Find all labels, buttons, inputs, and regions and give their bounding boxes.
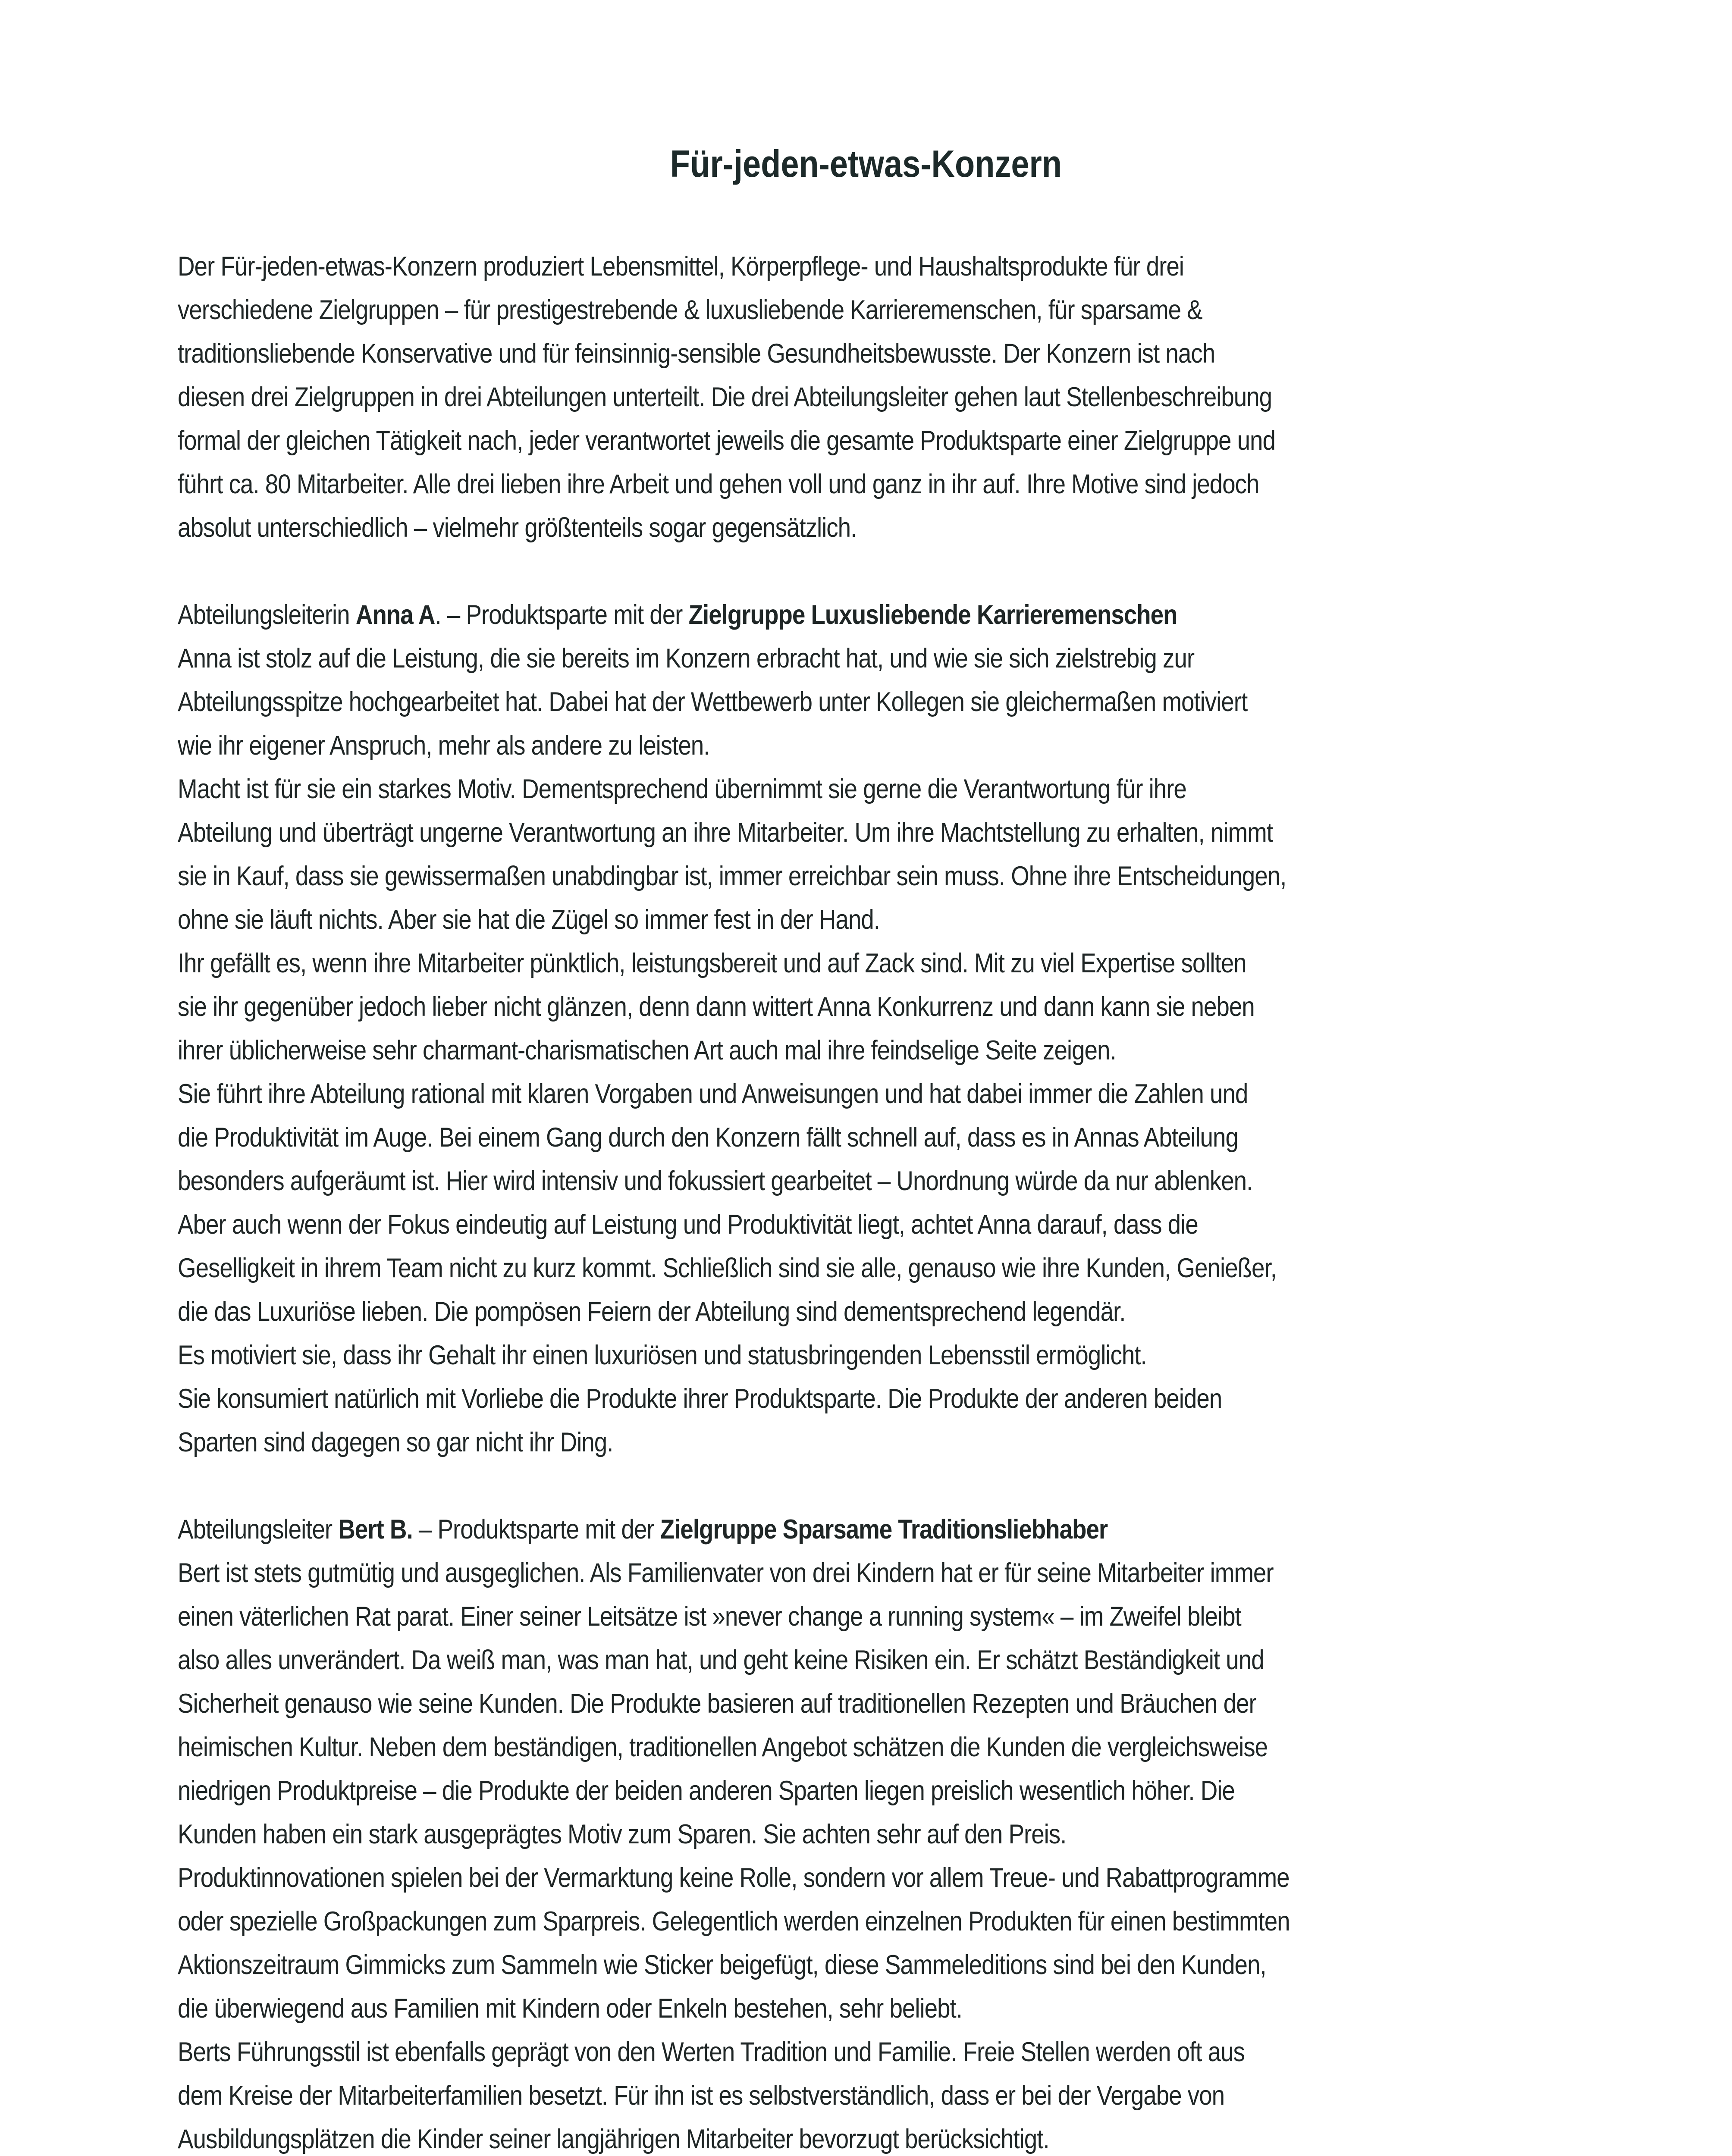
anna-line: Ihr gefällt es, wenn ihre Mitarbeiter pünktlich, leistungsbereit und auf Zack sind. Mit zu viel Expertise sollten (178, 948, 1246, 978)
anna-line: ohne sie läuft nichts. Aber sie hat die Zügel so immer fest in der Hand. (178, 905, 880, 935)
page-title: Für-jeden-etwas-Konzern (670, 142, 1062, 185)
anna-line: wie ihr eigener Anspruch, mehr als andere zu leisten. (178, 730, 710, 761)
anna-name: Anna A (355, 600, 435, 630)
anna-heading-middle: . – Produktsparte mit der (435, 600, 689, 630)
body-text (178, 245, 1484, 2156)
intro-line: absolut unterschiedlich – vielmehr größtenteils sogar gegensätzlich. (178, 513, 857, 543)
anna-heading-prefix: Abteilungsleiterin (178, 600, 356, 630)
paragraph-gap (178, 550, 1484, 593)
bert-heading-prefix: Abteilungsleiter (178, 1514, 339, 1545)
bert-heading-middle: – Produktsparte mit der (412, 1514, 660, 1545)
bert-heading (178, 1508, 1484, 1551)
intro-paragraph (178, 245, 1484, 550)
intro-line: führt ca. 80 Mitarbeiter. Alle drei lieben ihre Arbeit und gehen voll und ganz in ihr auf. Ihre Motive sind jedoch (178, 469, 1259, 499)
bert-line: Aktionszeitraum Gimmicks zum Sammeln wie Sticker beigefügt, diese Sammeleditions sind bei den Kunden, (178, 1950, 1266, 1980)
paragraph-gap (178, 1464, 1484, 1508)
anna-line: die Produktivität im Auge. Bei einem Gang durch den Konzern fällt schnell auf, dass es in Annas Abteilung (178, 1122, 1238, 1153)
anna-line: Aber auch wenn der Fokus eindeutig auf Leistung und Produktivität liegt, achtet Anna darauf, dass die (178, 1210, 1198, 1240)
bert-target-group: Zielgruppe Sparsame Traditionsliebhaber (660, 1514, 1108, 1545)
anna-section (178, 593, 1484, 1464)
bert-line: Produktinnovationen spielen bei der Vermarktung keine Rolle, sondern vor allem Treue- und Rabattprogramme (178, 1863, 1290, 1893)
anna-line: ihrer üblicherweise sehr charmant-charismatischen Art auch mal ihre feindselige Seite zeigen. (178, 1035, 1116, 1065)
bert-line: Sicherheit genauso wie seine Kunden. Die Produkte basieren auf traditionellen Rezepten und Bräuchen der (178, 1689, 1256, 1719)
anna-heading (178, 593, 1484, 637)
intro-line: traditionsliebende Konservative und für feinsinnig-sensible Gesundheitsbewusste. Der Konzern ist nach (178, 338, 1215, 369)
intro-line: formal der gleichen Tätigkeit nach, jeder verantwortet jeweils die gesamte Produktsparte einer Zielgruppe und (178, 426, 1275, 456)
anna-target-group: Zielgruppe Luxusliebende Karrieremenschen (688, 600, 1177, 630)
bert-line: einen väterlichen Rat parat. Einer seiner Leitsätze ist »never change a running system« – im Zweifel bleibt (178, 1601, 1241, 1632)
anna-line: sie in Kauf, dass sie gewissermaßen unabdingbar ist, immer erreichbar sein muss. Ohne ihre Entscheidungen, (178, 861, 1286, 891)
bert-name: Bert B. (338, 1514, 413, 1545)
anna-line: Sie führt ihre Abteilung rational mit klaren Vorgaben und Anweisungen und hat dabei immer die Zahlen und (178, 1079, 1248, 1109)
bert-section (178, 1508, 1484, 2156)
anna-line: Abteilungsspitze hochgearbeitet hat. Dabei hat der Wettbewerb unter Kollegen sie gleichermaßen motiviert (178, 687, 1248, 717)
anna-line: Macht ist für sie ein starkes Motiv. Dementsprechend übernimmt sie gerne die Verantwortung für ihre (178, 774, 1186, 804)
bert-line: die überwiegend aus Familien mit Kindern oder Enkeln bestehen, sehr beliebt. (178, 1993, 962, 2024)
anna-line: besonders aufgeräumt ist. Hier wird intensiv und fokussiert gearbeitet – Unordnung würde da nur ablenken. (178, 1166, 1253, 1196)
bert-line: also alles unverändert. Da weiß man, was man hat, und geht keine Risiken ein. Er schätzt Beständigkeit und (178, 1645, 1264, 1675)
bert-line: Berts Führungsstil ist ebenfalls geprägt von den Werten Tradition und Familie. Freie Stellen werden oft aus (178, 2037, 1245, 2067)
bert-line: dem Kreise der Mitarbeiterfamilien besetzt. Für ihn ist es selbstverständlich, dass er bei der Vergabe von (178, 2081, 1225, 2111)
bert-line: Kunden haben ein stark ausgeprägtes Motiv zum Sparen. Sie achten sehr auf den Preis. (178, 1819, 1067, 1849)
intro-line: diesen drei Zielgruppen in drei Abteilungen unterteilt. Die drei Abteilungsleiter gehen laut Stellenbeschreibung (178, 382, 1272, 412)
intro-line: Der Für-jeden-etwas-Konzern produziert Lebensmittel, Körperpflege- und Haushaltsprodukte für drei (178, 251, 1184, 282)
anna-line: Sparten sind dagegen so gar nicht ihr Ding. (178, 1427, 613, 1457)
anna-line: Anna ist stolz auf die Leistung, die sie bereits im Konzern erbracht hat, und wie sie sich zielstrebig zur (178, 643, 1195, 674)
anna-line: Geselligkeit in ihrem Team nicht zu kurz kommt. Schließlich sind sie alle, genauso wie ihre Kunden, Genießer, (178, 1253, 1277, 1283)
bert-line: Ausbildungsplätzen die Kinder seiner langjährigen Mitarbeiter bevorzugt berücksichtigt. (178, 2124, 1049, 2154)
anna-line: Sie konsumiert natürlich mit Vorliebe die Produkte ihrer Produktsparte. Die Produkte der anderen beiden (178, 1384, 1222, 1414)
bert-line: heimischen Kultur. Neben dem beständigen, traditionellen Angebot schätzen die Kunden die vergleichsweise (178, 1732, 1268, 1762)
anna-line: die das Luxuriöse lieben. Die pompösen Feiern der Abteilung sind dementsprechend legendär. (178, 1297, 1126, 1327)
anna-line: Abteilung und überträgt ungerne Verantwortung an ihre Mitarbeiter. Um ihre Machtstellung zu erhalten, nimmt (178, 818, 1273, 848)
bert-line: Bert ist stets gutmütig und ausgeglichen. Als Familienvater von drei Kindern hat er für seine Mitarbeiter immer (178, 1558, 1274, 1588)
anna-line: sie ihr gegenüber jedoch lieber nicht glänzen, denn dann wittert Anna Konkurrenz und dann kann sie neben (178, 992, 1255, 1022)
anna-line: Es motiviert sie, dass ihr Gehalt ihr einen luxuriösen und statusbringenden Lebensstil ermöglicht. (178, 1340, 1147, 1370)
bert-line: niedrigen Produktpreise – die Produkte der beiden anderen Sparten liegen preislich wesentlich höher. Die (178, 1776, 1235, 1806)
intro-line: verschiedene Zielgruppen – für prestigestrebende & luxusliebende Karrieremenschen, für sparsame & (178, 295, 1202, 325)
bert-line: oder spezielle Großpackungen zum Sparpreis. Gelegentlich werden einzelnen Produkten für einen bestimmten (178, 1906, 1290, 1937)
